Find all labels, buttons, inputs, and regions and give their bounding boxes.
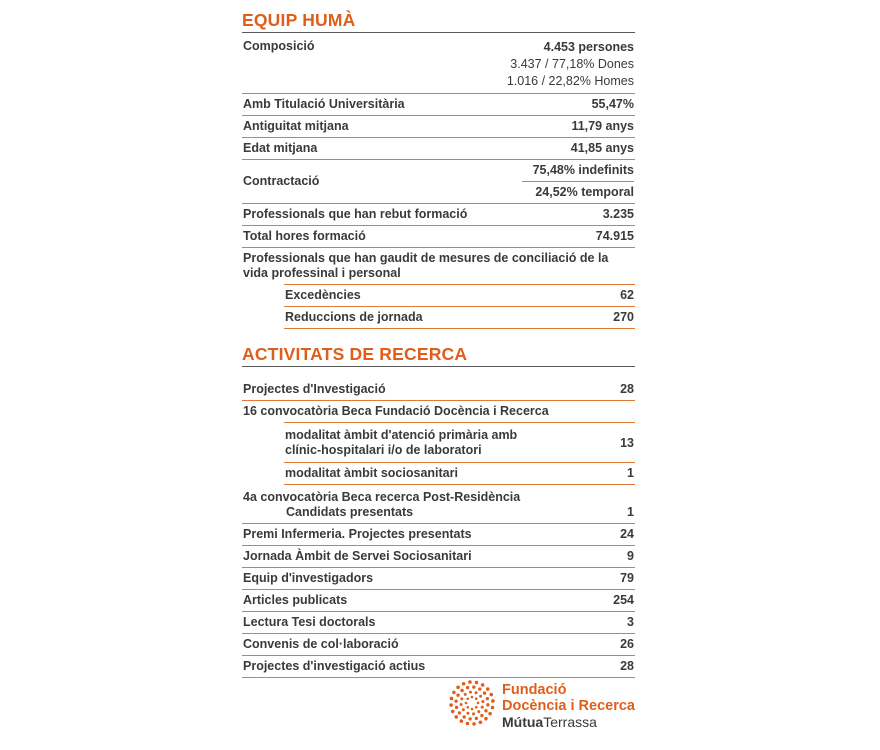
beca4-row [242,485,635,524]
logo-dot [491,706,495,710]
report-page [242,10,635,678]
beca4-label: 4a convocatòria Beca recerca Post-Residència [243,490,521,504]
logo-dot [479,695,482,698]
row-label: Premi Infermeria. Projectes presentats [243,527,472,541]
composition-row [242,33,635,94]
row-label: Antiguitat mitjana [243,119,349,133]
logo-dot [472,712,475,715]
row-value: 13 [620,435,634,450]
section-title-recerca: ACTIVITATS DE RECERCA [242,344,635,367]
logo-dot [471,696,474,699]
row-value: 11,79 anys [571,119,634,133]
row-label: Reduccions de jornada [285,310,423,324]
logo-line-3a: Mútua [502,714,544,730]
row-value: 28 [620,382,634,396]
logo-dot [454,699,457,702]
row-value: 270 [613,310,634,324]
logo-dot [452,691,456,695]
row-label: Amb Titulació Universitària [243,97,405,111]
row-label: modalitat àmbit sociosanitari [285,466,458,480]
logo-dot [460,697,463,700]
table-row [242,138,635,160]
logo-dot [466,706,469,709]
logo-dot [460,703,463,706]
row-value: 79 [620,571,634,585]
logo-dot [451,710,455,714]
conciliation-label: Professionals que han gaudit de mesures de conciliació de la vida professinal i personal [243,251,609,280]
logo-line-2: Docència i Recerca [502,698,635,714]
logo-text [502,682,635,730]
logo-dot [480,714,483,717]
row-value: 41,85 anys [570,141,634,155]
logo-dot [468,680,472,684]
table-row [284,422,635,463]
table-row [242,226,635,248]
row-value: 9 [627,549,634,563]
table-row [242,656,635,678]
logo-dot [456,685,460,689]
table-row [242,634,635,656]
row-label: Articles publicats [243,593,348,607]
table-row [242,568,635,590]
logo-dot [465,702,468,705]
row-label: Lectura Tesi doctorals [243,615,376,629]
logo-line-3 [502,714,635,730]
beca16-heading-row [242,401,635,422]
logo-dot [488,712,492,716]
logo-dot [484,717,488,721]
logo-dot [462,682,466,686]
logo-dot [475,681,479,685]
logo-dot [471,708,474,711]
conciliation-heading-row [242,248,635,284]
logo-dot [486,687,490,691]
row-label: modalitat àmbit d'atenció primària amb clínic-hospitalari i/o de laboratori [285,428,518,457]
row-value: 74.915 [595,229,634,243]
table-row [284,307,635,329]
table-row [242,524,635,546]
table-row [242,612,635,634]
logo-dot [489,693,493,697]
row-value: 1 [627,505,634,519]
fundacio-logo [448,677,643,733]
logo-dot [460,719,464,723]
logo-dot [491,699,495,703]
contract-row [242,160,635,204]
row-label: Jornada Àmbit de Servei Sociosanitari [243,549,472,563]
contract-label: Contractació [243,174,320,188]
row-label: Edat mitjana [243,141,318,155]
logo-line-1: Fundació [502,682,567,698]
composition-women: 3.437 / 77,18% Dones [510,57,634,71]
logo-dot [450,697,454,701]
logo-dot [463,715,466,718]
section-title-equip: EQUIP HUMÀ [242,10,635,33]
row-value: 3.235 [602,207,634,221]
row-value: 28 [620,659,634,673]
composition-total: 4.453 persones [543,40,634,54]
table-row [242,546,635,568]
contract-indefinite: 75,48% indefinits [522,163,634,182]
table-row [242,116,635,138]
logo-dot [469,691,472,694]
logo-dot [484,709,487,712]
logo-dot [466,686,469,689]
table-row [284,284,635,307]
logo-dot [477,710,480,713]
logo-dot [466,712,469,715]
logo-dot [449,703,453,707]
logo-dot [460,689,463,692]
table-row [284,463,635,485]
row-label: Total hores formació [243,229,366,243]
contract-temporary: 24,52% temporal [535,185,634,199]
logo-dot [464,693,467,696]
row-label: Convenis de col·laboració [243,637,399,651]
logo-dot [486,697,489,700]
row-value: 3 [627,615,634,629]
logo-dot [483,691,486,694]
logo-dot [475,691,478,694]
row-label: Equip d'investigadors [243,571,374,585]
row-value: 62 [620,288,634,302]
logo-dot [481,700,484,703]
logo-dot [456,694,459,697]
dot-sunburst-icon [448,679,496,727]
logo-dot [454,715,458,719]
logo-dot [468,717,471,720]
table-row [242,590,635,612]
row-value: 1 [627,466,634,480]
logo-dot [486,703,489,706]
logo-dot [455,706,458,709]
logo-dot [478,687,481,690]
logo-dot [475,697,478,700]
logo-dot [466,697,469,700]
row-value: 26 [620,637,634,651]
row-value: 24 [620,527,634,541]
table-row [242,94,635,116]
beca4-labels [243,490,619,520]
logo-dot [479,720,483,724]
logo-dot [472,722,476,726]
beca16-label: 16 convocatòria Beca Fundació Docència i Recerca [243,404,549,418]
logo-dot [475,717,478,720]
logo-dot [481,706,484,709]
row-label: Excedències [285,288,361,302]
table-row [242,379,635,401]
composition-men: 1.016 / 22,82% Homes [506,74,634,88]
table-row [242,204,635,226]
logo-dot [477,702,480,705]
logo-dot [466,722,470,726]
row-value: 55,47% [591,97,634,111]
composition-values [499,39,634,90]
logo-dot [462,708,465,711]
logo-dot [472,685,475,688]
row-label: Professionals que han rebut formació [243,207,468,221]
logo-line-3b: Terrassa [543,714,597,730]
logo-dot [458,711,461,714]
row-label: Projectes d'investigació actius [243,659,426,673]
row-value: 254 [613,593,634,607]
logo-dot [481,683,485,687]
row-label: Projectes d'Investigació [243,382,386,396]
logo-dot [475,706,478,709]
beca4-sublabel: Candidats presentats [286,505,414,519]
contract-values [522,163,634,200]
composition-label: Composició [243,39,315,53]
